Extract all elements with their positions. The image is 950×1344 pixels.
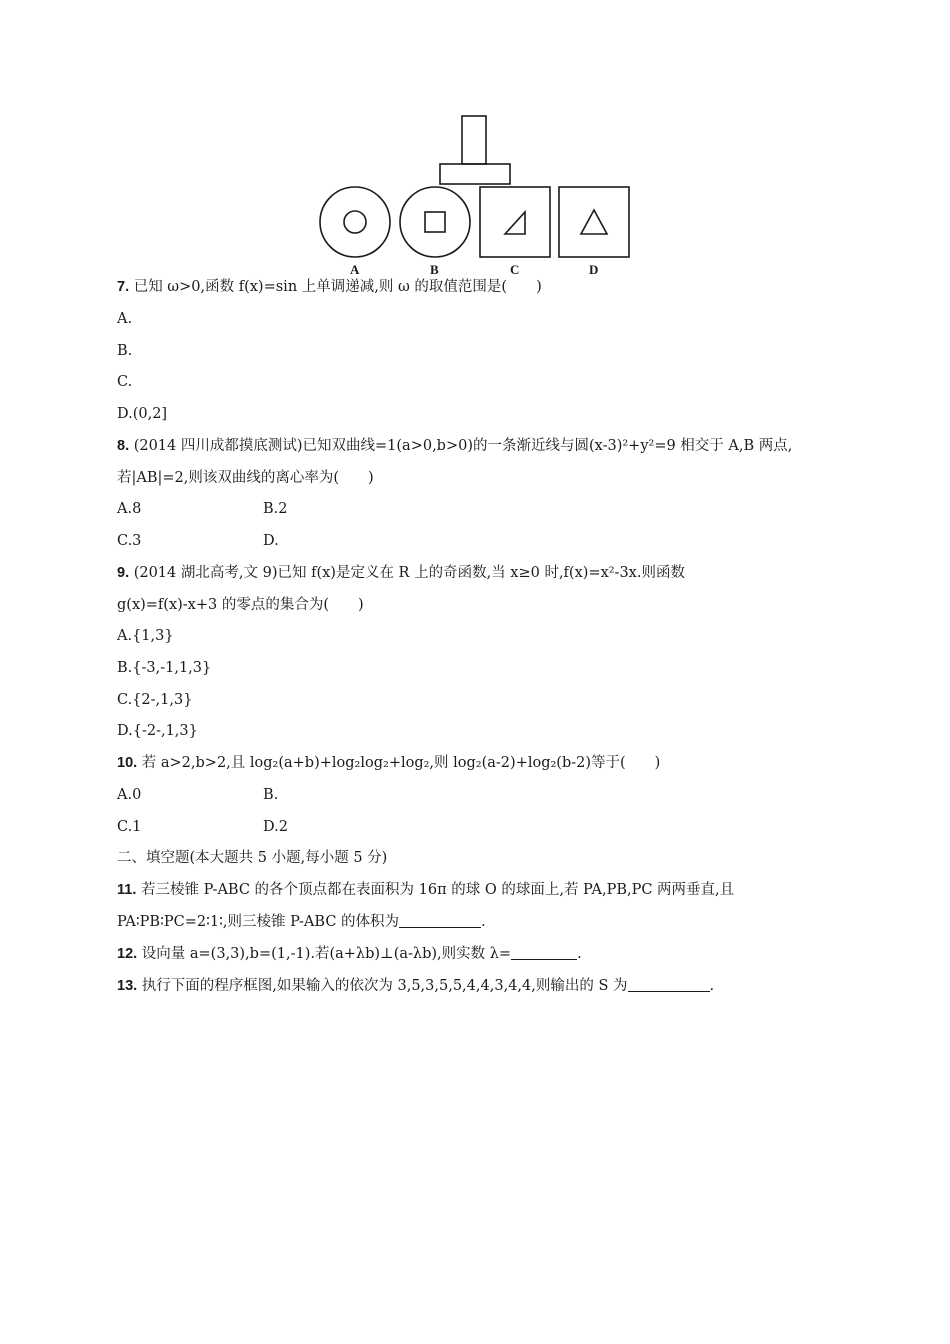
q10-option-c: C.1 <box>117 819 142 835</box>
question-11-line2 <box>117 912 486 932</box>
t-shape-bar <box>440 164 510 184</box>
q8-option-d: D. <box>263 533 279 549</box>
figure-label-d: D <box>589 262 599 277</box>
question-number: 7. <box>117 279 130 295</box>
question-text-line1: (2014 湖北高考,文 9)已知 f(x)是定义在 R 上的奇函数,当 x≥0 时,f(x)=x²-3x.则函数 <box>133 565 685 581</box>
figure-label-b: B <box>430 262 439 277</box>
question-12 <box>117 944 582 964</box>
question-number: 10. <box>117 755 138 771</box>
q7-option-d: D.(0,2] <box>117 406 168 422</box>
question-text: 已知 ω>0,函数 f(x)=sin 上单调递减,则 ω 的取值范围是( ) <box>133 279 542 295</box>
shape-d-inner-triangle <box>581 210 607 234</box>
question-text-line1: 若三棱锥 P-ABC 的各个顶点都在表面积为 16π 的球 O 的球面上,若 PA,PB,PC 两两垂直,且 <box>140 882 735 898</box>
answer-blank[interactable] <box>628 977 710 992</box>
q7-option-a: A. <box>117 311 133 327</box>
shape-a-inner-circle <box>344 211 366 233</box>
figure-label-c: C <box>510 262 520 277</box>
q10-option-d: D.2 <box>263 819 288 835</box>
question-11 <box>117 880 734 900</box>
sentence-end: . <box>481 914 486 930</box>
q10-option-b: B. <box>263 787 279 803</box>
section-title: 二、填空题(本大题共 5 小题,每小题 5 分) <box>117 850 388 866</box>
q7-option-b: B. <box>117 343 133 359</box>
question-number: 13. <box>117 978 138 994</box>
q7-option-c: C. <box>117 374 133 390</box>
q9-option-d: D.{-2-,1,3} <box>117 723 198 739</box>
q8-option-c: C.3 <box>117 533 142 549</box>
t-shape-stem <box>462 116 486 164</box>
q10-option-a: A.0 <box>117 787 142 803</box>
question-number: 8. <box>117 438 130 454</box>
question-7 <box>117 277 542 297</box>
shapes-figure <box>300 108 660 280</box>
shape-a-outer-circle <box>320 187 390 257</box>
q8-option-a: A.8 <box>117 501 142 517</box>
question-number: 12. <box>117 946 138 962</box>
question-8-line2: 若|AB|=2,则该双曲线的离心率为( ) <box>117 470 374 486</box>
question-text: 若 a>2,b>2,且 log₂(a+b)+log₂log₂+log₂,则 log₂(a-2)+log₂(b-2)等于( ) <box>141 755 661 771</box>
question-text: 设向量 a=(3,3),b=(1,-1).若(a+λb)⊥(a-λb),则实数 λ= <box>141 946 512 962</box>
shapes-diagram <box>300 108 660 258</box>
shape-b-inner-square <box>425 212 445 232</box>
figure-label-a: A <box>350 262 360 277</box>
answer-blank[interactable] <box>399 913 481 928</box>
shape-c-inner-triangle <box>505 212 525 234</box>
answer-blank[interactable] <box>511 945 577 960</box>
question-9-line2: g(x)=f(x)-x+3 的零点的集合为( ) <box>117 597 364 613</box>
question-8 <box>117 436 792 456</box>
question-text: 执行下面的程序框图,如果输入的依次为 3,5,3,5,5,4,4,3,4,4,则输出的 S 为 <box>141 978 628 994</box>
question-number: 9. <box>117 565 130 581</box>
question-text-line1: (2014 四川成都摸底测试)已知双曲线=1(a>0,b>0)的一条渐近线与圆(x-3)²+y²=9 相交于 A,B 两点, <box>133 438 793 454</box>
question-text-line2: PA∶PB∶PC=2∶1∶,则三棱锥 P-ABC 的体积为 <box>117 914 400 930</box>
shape-d-outer-square <box>559 187 629 257</box>
question-number: 11. <box>117 882 137 898</box>
sentence-end: . <box>709 978 715 994</box>
q9-option-a: A.{1,3} <box>117 628 174 644</box>
question-10 <box>117 753 660 773</box>
q9-option-c: C.{2-,1,3} <box>117 692 193 708</box>
sentence-end: . <box>577 946 582 962</box>
q9-option-b: B.{-3,-1,1,3} <box>117 660 212 676</box>
q8-option-b: B.2 <box>263 501 288 517</box>
question-13 <box>117 976 714 996</box>
question-9 <box>117 563 685 583</box>
shape-b-outer-circle <box>400 187 470 257</box>
